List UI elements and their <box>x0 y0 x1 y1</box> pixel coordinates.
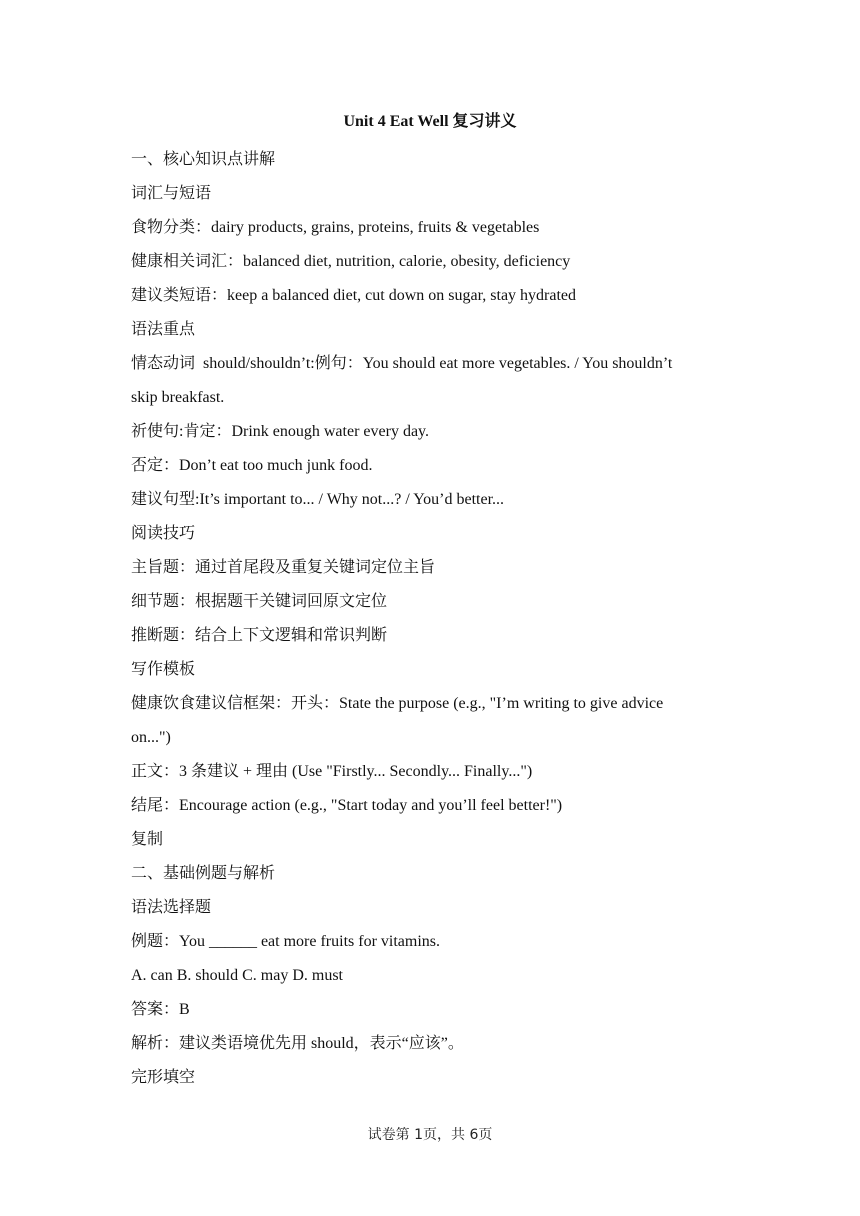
subsection-heading: 语法重点 <box>131 321 196 338</box>
body-line: 正文：3 条建议 + 理由 (Use "Firstly... Secondly... Finally...") <box>131 763 533 780</box>
body-line: A. can B. should C. may D. must <box>131 967 343 984</box>
body-line: 主旨题：通过首尾段及重复关键词定位主旨 <box>131 559 436 576</box>
subsection-heading: 完形填空 <box>131 1069 196 1086</box>
body-line: 例题：You ______ eat more fruits for vitamins. <box>131 933 441 950</box>
body-line: 建议类短语：keep a balanced diet, cut down on sugar, stay hydrated <box>131 287 577 304</box>
body-line: 否定：Don’t eat too much junk food. <box>131 457 373 474</box>
subsection-heading: 词汇与短语 <box>131 185 212 202</box>
body-line: on...") <box>131 729 171 746</box>
body-line: 结尾：Encourage action (e.g., "Start today and you’ll feel better!") <box>131 797 563 814</box>
section-heading: 一、核心知识点讲解 <box>131 151 276 168</box>
body-line: 祈使句:肯定：Drink enough water every day. <box>131 423 430 440</box>
body-line: 健康饮食建议信框架：开头：State the purpose (e.g., "I’m writing to give advice <box>131 695 664 712</box>
body-line: 建议句型:It’s important to... / Why not...? / You’d better... <box>131 491 505 508</box>
page-footer: 试卷第 1页，共 6页 <box>367 1127 493 1143</box>
subsection-heading: 阅读技巧 <box>131 525 196 542</box>
section-heading: 二、基础例题与解析 <box>131 865 276 882</box>
document-title: Unit 4 Eat Well 复习讲义 <box>343 113 517 130</box>
body-line: 食物分类：dairy products, grains, proteins, fruits & vegetables <box>131 219 540 236</box>
body-line: 解析：建议类语境优先用 should，表示“应该”。 <box>131 1035 464 1052</box>
body-line: 答案：B <box>131 1001 190 1018</box>
body-line: 健康相关词汇：balanced diet, nutrition, calorie, obesity, deficiency <box>131 253 571 270</box>
body-line: 推断题：结合上下文逻辑和常识判断 <box>131 627 388 644</box>
body-line: 情态动词 should/shouldn’t:例句：You should eat more vegetables. / You shouldn’t <box>131 355 673 372</box>
subsection-heading: 写作模板 <box>131 661 196 678</box>
subsection-heading: 语法选择题 <box>131 899 212 916</box>
body-line: 细节题：根据题干关键词回原文定位 <box>131 593 388 610</box>
copy-label: 复制 <box>131 831 164 848</box>
body-line: skip breakfast. <box>131 389 225 406</box>
document-body <box>131 143 735 1095</box>
